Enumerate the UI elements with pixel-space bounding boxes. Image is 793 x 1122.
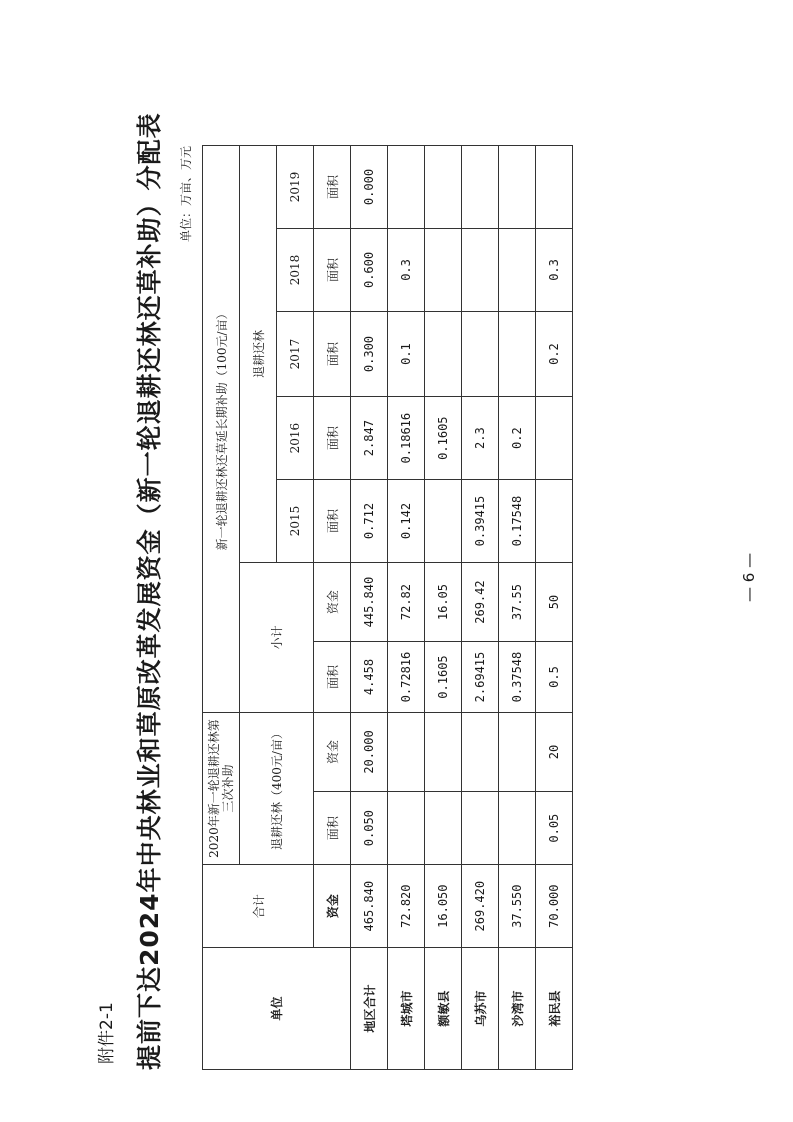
- table-cell: [425, 146, 462, 229]
- table-cell: 0.142: [388, 480, 425, 563]
- row-name-cell: 裕民县: [536, 948, 573, 1070]
- header-third-area: 面积: [314, 792, 351, 865]
- header-total: 合计: [203, 865, 314, 948]
- header-area-2017: 面积: [314, 311, 351, 396]
- table-cell: [462, 229, 499, 312]
- table-cell: 0.712: [351, 480, 388, 563]
- row-name-cell: 地区合计: [351, 948, 388, 1070]
- table-cell: [388, 712, 425, 791]
- table-cell: 16.050: [425, 865, 462, 948]
- table-cell: 0.17548: [499, 480, 536, 563]
- header-area-2018: 面积: [314, 229, 351, 312]
- unit-note: 单位：万亩、万元: [179, 145, 193, 242]
- header-year-2016: 2016: [277, 397, 314, 480]
- header-third-sub: 退耕还林（400元/亩）: [240, 712, 314, 864]
- table-cell: 0.05: [536, 792, 573, 865]
- header-year-2019: 2019: [277, 146, 314, 229]
- row-name-cell: 沙湾市: [499, 948, 536, 1070]
- table-cell: 0.18616: [388, 397, 425, 480]
- table-cell: 50: [536, 562, 573, 641]
- table-cell: [499, 792, 536, 865]
- table-cell: 20.000: [351, 712, 388, 791]
- table-cell: 0.300: [351, 311, 388, 396]
- header-year-2018: 2018: [277, 229, 314, 312]
- header-fund: 资金: [314, 865, 351, 948]
- table-cell: [536, 480, 573, 563]
- table-cell: 0.3: [536, 229, 573, 312]
- table-cell: [462, 792, 499, 865]
- header-extension: 新一轮退耕还林还草延长期补助（100元/亩）: [203, 146, 240, 713]
- page-number: — 6 —: [740, 552, 758, 602]
- header-year-2017: 2017: [277, 311, 314, 396]
- table-cell: [388, 792, 425, 865]
- table-cell: 0.050: [351, 792, 388, 865]
- row-name-cell: 塔城市: [388, 948, 425, 1070]
- table-cell: [388, 146, 425, 229]
- attachment-label: 附件2-1: [97, 1002, 117, 1064]
- header-third-subsidy: 2020年新一轮退耕还林第三次补助: [203, 712, 240, 864]
- table-cell: 269.42: [462, 562, 499, 641]
- table-cell: 0.72816: [388, 642, 425, 713]
- table-cell: [425, 480, 462, 563]
- table-row: [425, 146, 462, 1070]
- table-cell: 0.2: [499, 397, 536, 480]
- table-cell: 0.2: [536, 311, 573, 396]
- table-cell: [499, 146, 536, 229]
- table-cell: 0.3: [388, 229, 425, 312]
- header-row-4: [314, 146, 351, 1070]
- table-cell: [462, 146, 499, 229]
- table-row: [499, 146, 536, 1070]
- header-subtotal: 小计: [240, 562, 314, 712]
- table-cell: 2.847: [351, 397, 388, 480]
- header-year-2015: 2015: [277, 480, 314, 563]
- table-cell: [425, 229, 462, 312]
- table-cell: 2.69415: [462, 642, 499, 713]
- header-area-2015: 面积: [314, 480, 351, 563]
- table-cell: [499, 229, 536, 312]
- header-area-2019: 面积: [314, 146, 351, 229]
- table-cell: [425, 712, 462, 791]
- table-cell: 20: [536, 712, 573, 791]
- header-area-2016: 面积: [314, 397, 351, 480]
- header-sub-fund: 资金: [314, 562, 351, 641]
- table-cell: 445.840: [351, 562, 388, 641]
- header-row-1: [203, 146, 240, 1070]
- table-cell: 0.000: [351, 146, 388, 229]
- header-third-fund: 资金: [314, 712, 351, 791]
- table-cell: 37.55: [499, 562, 536, 641]
- table-cell: 465.840: [351, 865, 388, 948]
- table-cell: [536, 146, 573, 229]
- table-cell: [425, 311, 462, 396]
- table-cell: 70.000: [536, 865, 573, 948]
- table-cell: 0.39415: [462, 480, 499, 563]
- header-unit: 单位: [203, 948, 351, 1070]
- table-row: [536, 146, 573, 1070]
- table-cell: 0.37548: [499, 642, 536, 713]
- row-name-cell: 乌苏市: [462, 948, 499, 1070]
- row-name-cell: 额敏县: [425, 948, 462, 1070]
- table-cell: 0.1605: [425, 397, 462, 480]
- table-cell: 2.3: [462, 397, 499, 480]
- table-cell: 72.820: [388, 865, 425, 948]
- table-cell: 0.600: [351, 229, 388, 312]
- table-cell: 72.82: [388, 562, 425, 641]
- table-cell: 269.420: [462, 865, 499, 948]
- table-cell: 37.550: [499, 865, 536, 948]
- table-cell: [462, 311, 499, 396]
- header-ext-sub: 退耕还林: [240, 146, 277, 563]
- header-sub-area: 面积: [314, 642, 351, 713]
- table-cell: 0.5: [536, 642, 573, 713]
- table-row: [462, 146, 499, 1070]
- allocation-table: [202, 145, 573, 1070]
- table-row: [351, 146, 388, 1070]
- table-cell: [499, 712, 536, 791]
- table-cell: 0.1: [388, 311, 425, 396]
- table-cell: [425, 792, 462, 865]
- table-cell: 16.05: [425, 562, 462, 641]
- table-cell: 4.458: [351, 642, 388, 713]
- table-cell: 0.1605: [425, 642, 462, 713]
- table-cell: [499, 311, 536, 396]
- table-cell: [536, 397, 573, 480]
- table-cell: [462, 712, 499, 791]
- document-title: 提前下达2024年中央林业和草原改革发展资金（新一轮退耕还林还草补助）分配表: [135, 112, 164, 1070]
- table-row: [388, 146, 425, 1070]
